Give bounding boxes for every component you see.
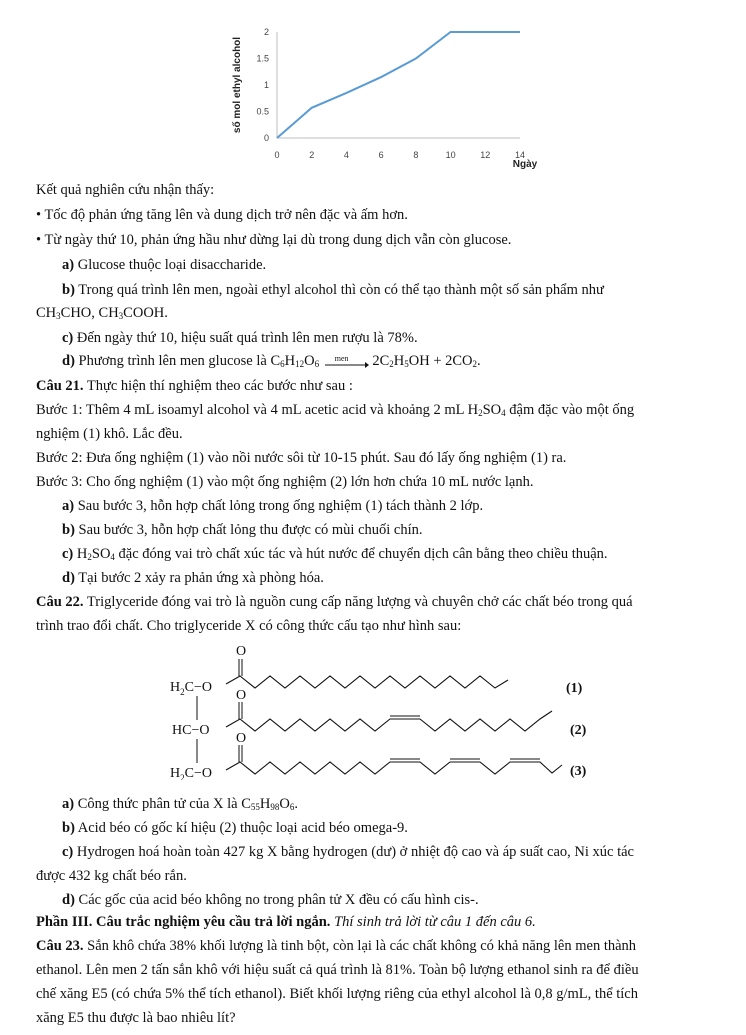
svg-text:H2C−O: $H_2C-O$ (170, 766, 212, 780)
y-tick-label: 2 (263, 27, 269, 37)
x-tick-label: 12 (480, 150, 491, 160)
intro-text: Kết quả nghiên cứu nhận thấy: (36, 182, 215, 198)
chart-svg (220, 20, 540, 180)
svg-text:O: O (236, 688, 247, 703)
chain-2 (226, 711, 552, 731)
q21-step1: Bước 1: Thêm 4 mL isoamyl alcohol và 4 mL acetic acid và khoảng 2 mL $H_2SO_4$ đậm đặc vào một ống (36, 402, 635, 418)
q20-b-cont: $CH_3CHO$, $CH_3COOH$. (36, 305, 168, 321)
ethanol-line-chart (220, 20, 540, 180)
q21-header: Câu 21. Thực hiện thí nghiệm theo các bước như sau : (36, 378, 353, 394)
q21-step3: Bước 3: Cho ống nghiệm (1) vào một ống nghiệm (2) lớn hơn chứa 10 mL nước lạnh. (36, 474, 534, 490)
x-tick-label: 8 (413, 150, 419, 160)
x-tick-label: 14 (514, 150, 526, 160)
y-tick-label: 0.5 (256, 106, 269, 117)
q22-a: a) Công thức phân tử của X là $C_{55}H_{98}O_6$. (62, 796, 298, 812)
q23-line2: ethanol. Lên men 2 tấn sắn khô với hiệu suất cả quá trình là 81%. Toàn bộ lượng ethanol sinh ra để điều (36, 962, 639, 978)
q20-c: c) Đến ngày thứ 10, hiệu suất quá trình lên men rượu là 78%. (62, 330, 418, 346)
x-tick-label: 0 (274, 150, 280, 160)
q20-b: b) Trong quá trình lên men, ngoài ethyl alcohol thì còn có thể tạo thành một số sản phẩm như (62, 282, 604, 298)
x-tick-label: 6 (378, 150, 384, 160)
q21-step2: Bước 2: Đưa ống nghiệm (1) vào nồi nước sôi từ 10-15 phút. Sau đó lấy ống nghiệm (1) ra. (36, 450, 567, 466)
q23-line4: xăng E5 thu được là bao nhiêu lít? (36, 1010, 236, 1026)
bullet-1: • Tốc độ phản ứng tăng lên và dung dịch trở nên đặc và ấm hơn. (36, 207, 408, 223)
svg-text:O: O (236, 644, 247, 659)
chain-label-3: (3) (570, 764, 587, 779)
series-line (277, 32, 520, 138)
y-tick-label: 1.5 (256, 53, 269, 64)
chain-label-2: (2) (570, 723, 587, 738)
reaction-arrow: men (323, 355, 369, 369)
svg-text:HC−O: HC−O (172, 723, 210, 738)
y-axis-label: số mol ethyl alcohol (232, 36, 243, 134)
q22-c-cont: được 432 kg chất béo rắn. (36, 868, 187, 884)
y-tick-label: 1 (263, 80, 269, 90)
q20-d: d) Phương trình lên men glucose là $C_6H_{12}O_6$ men $2C_2H_5OH + 2CO_2$. (62, 353, 481, 369)
q23-line1: Câu 23. Sắn khô chứa 38% khối lượng là tinh bột, còn lại là các chất không có khả năng lên men thành (36, 938, 637, 954)
q20-a: a) Glucose thuộc loại disaccharide. (62, 257, 267, 273)
chain-3 (226, 762, 562, 774)
q22-header-cont: trình trao đổi chất. Cho triglyceride X có công thức cấu tạo như hình sau: (36, 618, 462, 634)
bullet-2: • Từ ngày thứ 10, phản ứng hầu như dừng lại dù trong dung dịch vẫn còn glucose. (36, 232, 512, 248)
q22-d: d) Các gốc của acid béo không no trong phân tử X đều có cấu hình cis-. (62, 892, 479, 908)
x-axis-label: Ngày (512, 159, 538, 170)
chain-1 (226, 676, 508, 688)
triglyceride-structure (160, 640, 600, 780)
q22-header: Câu 22. Triglyceride đóng vai trò là nguồn cung cấp năng lượng và chuyên chở các chất béo trong quá (36, 594, 633, 610)
svg-text:H2C−O: $H_2C-O$ (170, 680, 212, 697)
q21-c: c) $H_2SO_4$ đặc đóng vai trò chất xúc tác và hút nước để chuyển dịch cân bằng theo chiều thuận. (62, 546, 608, 562)
q22-c: c) Hydrogen hoá hoàn toàn 427 kg X bằng hydrogen (dư) ở nhiệt độ cao và áp suất cao, Ni xúc tác (62, 844, 634, 860)
q21-a: a) Sau bước 3, hỗn hợp chất lỏng trong ống nghiệm (1) tách thành 2 lớp. (62, 498, 484, 514)
part3-header: Phần III. Câu trắc nghiệm yêu cầu trả lời ngắn. Thí sinh trả lời từ câu 1 đến câu 6. (36, 914, 536, 930)
triglyceride-svg (160, 640, 600, 780)
y-tick-label: 0 (263, 133, 269, 143)
chain-label-1: (1) (566, 681, 583, 696)
svg-text:O: O (236, 731, 247, 746)
x-tick-label: 2 (309, 150, 315, 160)
q23-line3: chế xăng E5 (có chứa 5% thể tích ethanol). Biết khối lượng riêng của ethyl alcohol là 0,8 g/mL, thể tích (36, 986, 638, 1002)
q21-b: b) Sau bước 3, hỗn hợp chất lỏng thu được có mùi chuối chín. (62, 522, 423, 538)
x-tick-label: 10 (445, 150, 456, 160)
q21-d: d) Tại bước 2 xảy ra phản ứng xà phòng hóa. (62, 570, 324, 586)
q21-step1-cont: nghiệm (1) khô. Lắc đều. (36, 426, 183, 442)
q22-b: b) Acid béo có gốc kí hiệu (2) thuộc loại acid béo omega-9. (62, 820, 408, 836)
x-tick-label: 4 (343, 150, 349, 160)
